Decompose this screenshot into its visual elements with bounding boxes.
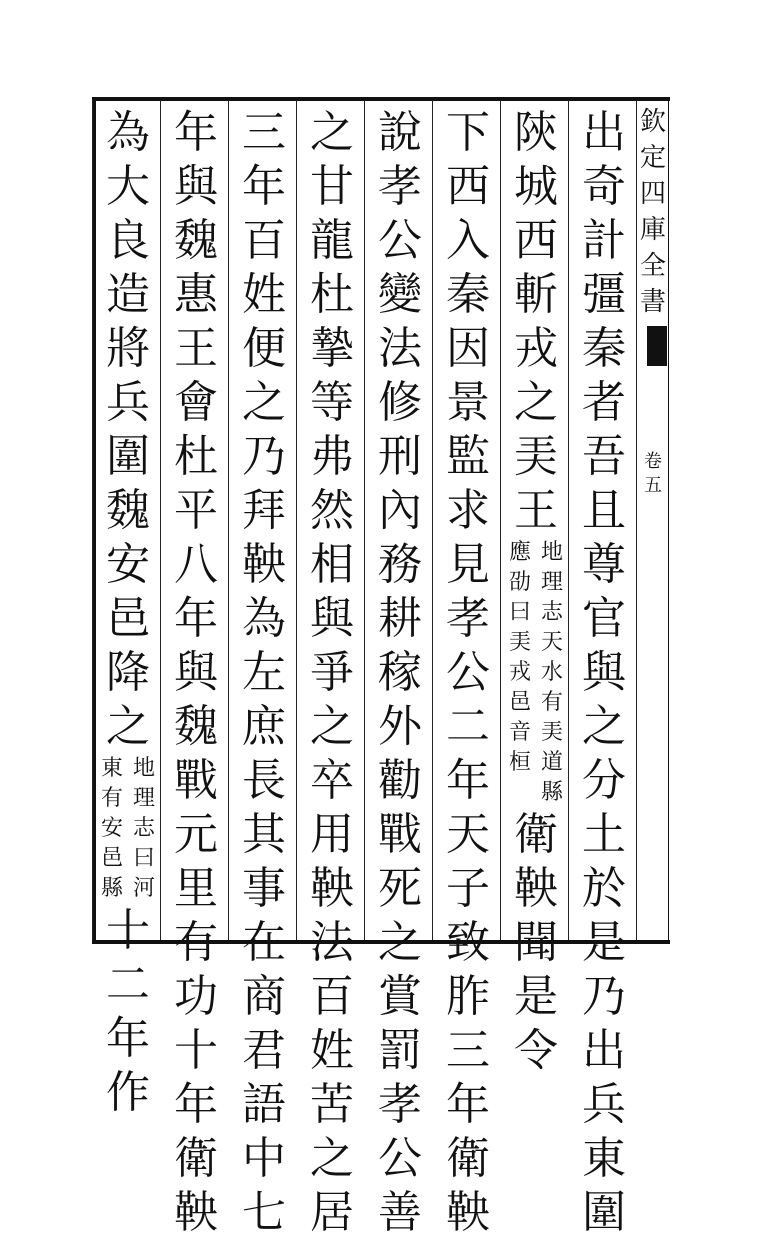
main-text-char: 是 <box>582 917 626 968</box>
main-text-char: 西 <box>446 161 490 212</box>
text-column <box>300 106 364 1238</box>
main-text-char: 孝 <box>378 1079 422 1130</box>
main-text-char: 有 <box>174 917 218 968</box>
main-text-char: 二 <box>106 959 150 1010</box>
margin-juan-char: 五 <box>644 475 662 496</box>
note-char: 音 <box>508 720 531 745</box>
main-text-char: 大 <box>106 161 150 212</box>
note-char: 曰 <box>132 846 155 871</box>
main-text-char: 二 <box>446 701 490 752</box>
main-text-char: 年 <box>446 1079 490 1130</box>
main-text-char: 庶 <box>242 701 286 752</box>
main-text-char: 七 <box>242 1187 286 1238</box>
main-text-char: 㺯 <box>514 431 558 482</box>
main-text-char: 景 <box>446 377 490 428</box>
main-text-char: 法 <box>310 917 354 968</box>
main-text-char: 兵 <box>106 377 150 428</box>
text-column <box>436 106 500 1238</box>
main-text-char: 東 <box>582 1133 626 1184</box>
note-char: 東 <box>100 756 123 781</box>
main-text-char: 衛 <box>514 809 558 860</box>
main-text-char: 卒 <box>310 755 354 806</box>
main-text-char: 三 <box>446 1025 490 1076</box>
main-text-char: 君 <box>242 1025 286 1076</box>
main-text-char: 魏 <box>174 701 218 752</box>
main-text-char: 耕 <box>378 593 422 644</box>
note-char: 地 <box>540 540 563 565</box>
main-text-char: 內 <box>378 485 422 536</box>
main-text-char: 為 <box>242 593 286 644</box>
main-text-char: 三 <box>242 107 286 158</box>
note-char: 邑 <box>100 846 123 871</box>
main-text-char: 與 <box>582 647 626 698</box>
note-char: 應 <box>508 540 531 565</box>
main-text-char: 等 <box>310 377 354 428</box>
main-text-char: 鞅 <box>310 863 354 914</box>
main-text-char: 元 <box>174 809 218 860</box>
main-text-char: 子 <box>446 863 490 914</box>
note-char: 理 <box>132 786 155 811</box>
main-text-char: 孝 <box>446 593 490 644</box>
main-text-char: 說 <box>378 107 422 158</box>
main-text-char: 甘 <box>310 161 354 212</box>
main-text-char: 杜 <box>174 431 218 482</box>
main-text-char: 者 <box>582 377 626 428</box>
main-text-char: 王 <box>174 323 218 374</box>
margin-title-char: 書 <box>639 287 666 317</box>
main-text-char: 奇 <box>582 161 626 212</box>
main-text-char: 商 <box>242 971 286 1022</box>
main-text-char: 致 <box>446 917 490 968</box>
main-text-char: 作 <box>106 1067 150 1118</box>
main-text-char: 苦 <box>310 1079 354 1130</box>
main-text-char: 造 <box>106 269 150 320</box>
main-text-char: 之 <box>582 701 626 752</box>
main-text-char: 八 <box>174 539 218 590</box>
main-text-char: 之 <box>378 917 422 968</box>
note-char: 戎 <box>508 660 531 685</box>
note-char: 有 <box>540 690 563 715</box>
note-char: 河 <box>132 876 155 901</box>
column-rule <box>364 100 365 940</box>
main-text-char: 圍 <box>582 1187 626 1238</box>
frame-top-border <box>92 97 670 101</box>
main-text-char: 公 <box>378 1133 422 1184</box>
main-text-char: 與 <box>310 593 354 644</box>
main-text-char: 孝 <box>378 161 422 212</box>
text-column <box>504 106 568 1076</box>
main-text-char: 之 <box>106 701 150 752</box>
main-text-char: 法 <box>378 323 422 374</box>
margin-title-char: 庫 <box>639 215 666 245</box>
main-text-char: 公 <box>446 647 490 698</box>
main-text-char: 修 <box>378 377 422 428</box>
main-text-char: 斬 <box>514 269 558 320</box>
main-text-char: 吾 <box>582 431 626 482</box>
main-text-char: 中 <box>242 1133 286 1184</box>
interlinear-note <box>97 754 159 904</box>
main-text-char: 良 <box>106 215 150 266</box>
note-char: 縣 <box>540 780 563 805</box>
note-char: 道 <box>540 750 563 775</box>
note-column-right <box>129 754 159 904</box>
column-rule <box>160 100 161 940</box>
main-text-char: 功 <box>174 971 218 1022</box>
note-char: 邑 <box>508 690 531 715</box>
main-text-char: 公 <box>378 215 422 266</box>
main-text-char: 是 <box>514 971 558 1022</box>
main-text-char: 之 <box>310 107 354 158</box>
main-text-char: 百 <box>242 215 286 266</box>
main-text-char: 於 <box>582 863 626 914</box>
main-text-char: 爭 <box>310 647 354 698</box>
main-text-char: 善 <box>378 1187 422 1238</box>
text-column <box>96 106 160 1118</box>
main-text-char: 與 <box>174 161 218 212</box>
margin-title-char: 欽 <box>639 107 666 137</box>
column-rule <box>92 100 93 940</box>
column-rule <box>432 100 433 940</box>
main-text-char: 圍 <box>106 431 150 482</box>
main-text-char: 之 <box>310 701 354 752</box>
main-text-char: 秦 <box>446 269 490 320</box>
main-text-char: 天 <box>446 809 490 860</box>
margin-title-char: 全 <box>639 251 666 281</box>
main-text-char: 十 <box>106 905 150 956</box>
main-text-char: 陝 <box>514 107 558 158</box>
text-column <box>232 106 296 1238</box>
main-text-char: 便 <box>242 323 286 374</box>
note-char: 天 <box>540 630 563 655</box>
main-text-char: 王 <box>514 485 558 536</box>
text-column <box>572 106 636 1238</box>
main-text-char: 監 <box>446 431 490 482</box>
note-column-left <box>97 754 127 904</box>
main-text-char: 令 <box>514 1025 558 1076</box>
main-text-char: 出 <box>582 107 626 158</box>
main-text-char: 邑 <box>106 593 150 644</box>
note-char: 理 <box>540 570 563 595</box>
main-text-char: 入 <box>446 215 490 266</box>
main-text-char: 其 <box>242 809 286 860</box>
main-text-char: 變 <box>378 269 422 320</box>
margin-rule <box>636 100 637 940</box>
main-text-char: 見 <box>446 539 490 590</box>
main-text-char: 為 <box>106 107 150 158</box>
margin-title-char: 四 <box>639 179 666 209</box>
note-char: 縣 <box>100 876 123 901</box>
main-text-char: 尊 <box>582 539 626 590</box>
main-text-char: 拜 <box>242 485 286 536</box>
margin-juan-char: 卷 <box>644 451 662 472</box>
main-text-char: 罰 <box>378 1025 422 1076</box>
main-text-char: 土 <box>582 809 626 860</box>
note-char: 水 <box>540 660 563 685</box>
main-text-char: 彊 <box>582 269 626 320</box>
margin-juan-label <box>640 450 666 498</box>
main-text-char: 之 <box>514 377 558 428</box>
main-text-char: 戰 <box>378 809 422 860</box>
main-text-char: 西 <box>514 215 558 266</box>
note-char: 㺯 <box>540 720 563 745</box>
main-text-char: 計 <box>582 215 626 266</box>
main-text-char: 摯 <box>310 323 354 374</box>
main-text-char: 刑 <box>378 431 422 482</box>
main-text-char: 姓 <box>310 1025 354 1076</box>
main-text-char: 聞 <box>514 917 558 968</box>
text-column <box>368 106 432 1238</box>
main-text-char: 魏 <box>174 215 218 266</box>
text-column <box>164 106 228 1238</box>
main-text-char: 居 <box>310 1187 354 1238</box>
main-text-char: 務 <box>378 539 422 590</box>
main-text-char: 衛 <box>446 1133 490 1184</box>
main-text-char: 年 <box>174 107 218 158</box>
column-rule <box>228 100 229 940</box>
main-text-char: 胙 <box>446 971 490 1022</box>
main-text-char: 十 <box>174 1025 218 1076</box>
main-text-char: 在 <box>242 917 286 968</box>
main-text-char: 與 <box>174 647 218 698</box>
main-text-char: 姓 <box>242 269 286 320</box>
main-text-char: 衛 <box>174 1133 218 1184</box>
main-text-char: 年 <box>446 755 490 806</box>
column-rule <box>568 100 569 940</box>
margin-book-title <box>638 104 668 320</box>
main-text-char: 用 <box>310 809 354 860</box>
main-text-char: 年 <box>174 593 218 644</box>
main-text-char: 勸 <box>378 755 422 806</box>
note-char: 有 <box>100 786 123 811</box>
main-text-char: 城 <box>514 161 558 212</box>
column-rule <box>500 100 501 940</box>
main-text-char: 龍 <box>310 215 354 266</box>
main-text-char: 乃 <box>242 431 286 482</box>
main-text-char: 外 <box>378 701 422 752</box>
main-text-char: 求 <box>446 485 490 536</box>
main-text-char: 安 <box>106 539 150 590</box>
main-text-char: 里 <box>174 863 218 914</box>
main-text-char: 年 <box>174 1079 218 1130</box>
main-text-char: 死 <box>378 863 422 914</box>
main-text-char: 之 <box>310 1133 354 1184</box>
main-text-char: 事 <box>242 863 286 914</box>
note-char: 曰 <box>508 600 531 625</box>
main-text-char: 官 <box>582 593 626 644</box>
main-text-char: 鞅 <box>242 539 286 590</box>
main-text-char: 鞅 <box>514 863 558 914</box>
note-char: 志 <box>540 600 563 625</box>
main-text-char: 語 <box>242 1079 286 1130</box>
main-text-char: 平 <box>174 485 218 536</box>
note-char: 㺯 <box>508 630 531 655</box>
note-char: 安 <box>100 816 123 841</box>
margin-fishtail-mark <box>647 326 667 366</box>
main-text-char: 兵 <box>582 1079 626 1130</box>
note-char: 地 <box>132 756 155 781</box>
main-text-char: 左 <box>242 647 286 698</box>
main-text-char: 年 <box>106 1013 150 1064</box>
main-text-char: 長 <box>242 755 286 806</box>
note-char: 桓 <box>508 750 531 775</box>
main-text-char: 乃 <box>582 971 626 1022</box>
main-text-char: 相 <box>310 539 354 590</box>
main-text-char: 分 <box>582 755 626 806</box>
note-column-left <box>505 538 535 808</box>
note-char: 志 <box>132 816 155 841</box>
main-text-char: 出 <box>582 1025 626 1076</box>
interlinear-note <box>505 538 567 808</box>
column-rule <box>296 100 297 940</box>
note-char: 劭 <box>508 570 531 595</box>
main-text-char: 鞅 <box>174 1187 218 1238</box>
main-text-char: 稼 <box>378 647 422 698</box>
main-text-char: 魏 <box>106 485 150 536</box>
main-text-char: 弗 <box>310 431 354 482</box>
note-column-right <box>537 538 567 808</box>
main-text-char: 年 <box>242 161 286 212</box>
main-text-char: 會 <box>174 377 218 428</box>
main-text-char: 秦 <box>582 323 626 374</box>
main-text-char: 下 <box>446 107 490 158</box>
frame-right-border <box>668 97 669 944</box>
main-text-char: 惠 <box>174 269 218 320</box>
main-text-char: 戰 <box>174 755 218 806</box>
main-text-char: 將 <box>106 323 150 374</box>
main-text-char: 因 <box>446 323 490 374</box>
main-text-char: 且 <box>582 485 626 536</box>
main-text-char: 鞅 <box>446 1187 490 1238</box>
main-text-char: 降 <box>106 647 150 698</box>
margin-title-char: 定 <box>639 143 666 173</box>
main-text-char: 杜 <box>310 269 354 320</box>
main-text-char: 百 <box>310 971 354 1022</box>
main-text-char: 之 <box>242 377 286 428</box>
main-text-char: 賞 <box>378 971 422 1022</box>
main-text-char: 戎 <box>514 323 558 374</box>
main-text-char: 然 <box>310 485 354 536</box>
